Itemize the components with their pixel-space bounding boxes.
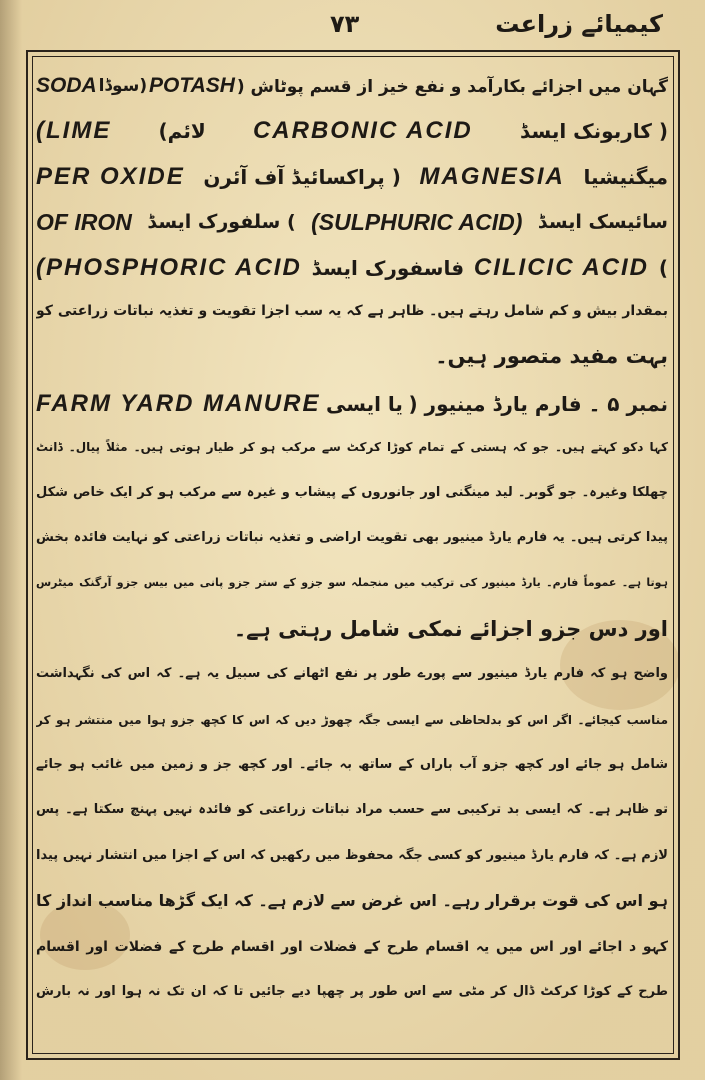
latin-term: (PHOSPHORIC ACID [36, 253, 302, 281]
latin-term: OF IRON [36, 208, 132, 235]
urdu-phrase: یا ایسی [325, 391, 403, 416]
book-spine-shadow [0, 0, 22, 1080]
text-line: ہو اس کی قوت برقرار رہے۔ اس غرض سے لازم ہے۔ کہ ایک گڑھا مناسب انداز کا [36, 891, 668, 911]
text-line: واضح ہو کہ فارم یارڈ مینیور سے پورے طور پر نفع اٹھانے کی سبیل یہ ہے۔ کہ اس کی نگہداشت [36, 666, 668, 682]
text-line: شامل ہو جائے اور کچھ جزو آب باراں کے ساتھ بہ جائے۔ اور کچھ جز و زمین میں غائب ہو جائے [36, 757, 668, 772]
page-header [30, 8, 675, 46]
latin-term: (SULPHURIC ACID) [311, 208, 523, 235]
text-line: بہت مفید متصور ہیں۔ [435, 344, 668, 369]
latin-term: PER OXIDE [36, 162, 185, 190]
urdu-phrase: لائم) [158, 119, 206, 144]
urdu-phrase: ) سلفورک ایسڈ [147, 211, 296, 234]
latin-term: (LIME [36, 117, 112, 145]
text-line: چھلکا وغیرہ۔ جو گوبر۔ لید مینگنی اور جانوروں کے پیشاب و غیرہ سے مرکب ہو کر ایک خاص شکل [36, 484, 668, 500]
urdu-phrase: (سوڈا [98, 76, 148, 96]
text-line-mixed [36, 382, 668, 426]
text-line: تو ظاہر ہے۔ کہ ایسی بد ترکیبی سے حسب مراد نباتات زراعتی کو فائدہ نہیں پہنچ سکتا ہے۔ پس [36, 802, 668, 818]
latin-term: CILICIC ACID [473, 253, 649, 281]
urdu-phrase: سائیسک ایسڈ [537, 211, 668, 234]
text-line-mixed [36, 200, 668, 244]
text-line: ہوتا ہے۔ عموماً فارم۔ یارڈ مینیور کی ترکیب میں منجملہ سو جزو کے ستر جزو پانی میں بیس جزو آرگنک میٹرس [36, 576, 668, 590]
urdu-phrase: گہان میں اجزائے بکارآمد و نفع خیز از قسم پوٹاش ( [236, 76, 668, 97]
latin-term: MAGNESIA [419, 162, 565, 190]
latin-term: FARM YARD MANURE [36, 389, 321, 417]
text-line: لازم ہے۔ کہ فارم یارڈ مینیور کو کسی جگہ محفوظ میں رکھیں کہ اس کے اجزا میں انتشار نہیں پیدا [36, 847, 668, 863]
running-title: کیمیائے زراعت [495, 10, 663, 38]
text-line-mixed [36, 64, 668, 108]
text-line: کہو د اجائے اور اس میں یہ اقسام طرح کے فضلات اور اقسام طرح کے فضلات اور اقسام [36, 938, 668, 955]
urdu-phrase: فاسفورک ایسڈ [311, 255, 465, 280]
text-line: اور دس جزو اجزائے نمکی شامل رہتی ہے۔ [233, 616, 668, 641]
text-line-mixed [36, 155, 668, 199]
text-line: طرح کے کوڑا کرکٹ ڈال کر مٹی سے اس طور پر چھپا دیے جائیں تا کہ ان تک نہ ہوا اور نہ بارش [36, 984, 668, 999]
page-number: ۷۳ [330, 10, 360, 38]
latin-term: CARBONIC ACID [252, 117, 473, 145]
latin-term: POTASH [149, 74, 235, 97]
text-line-mixed [36, 246, 668, 290]
urdu-phrase: نمبر ۵ ۔ فارم یارڈ مینیور ( [408, 391, 668, 416]
urdu-phrase: ( پراکسائیڈ آف آئرن [203, 164, 401, 189]
text-line: پیدا کرتی ہیں۔ یہ فارم یارڈ مینیور بھی تقویت اراضی و تغذیہ نباتات زراعتی کو نہایت فائدہ بخش [36, 530, 668, 545]
urdu-phrase: ( کاربونک ایسڈ [519, 119, 668, 144]
text-line: مناسب کیجائے۔ اگر اس کو بدلحاظی سے ایسی جگہ چھوڑ دیں کہ اس کا کچھ جزو ہوا میں منتشر ہو کر [36, 712, 668, 727]
latin-term: SODA [36, 74, 97, 97]
text-line: بمقدار بیش و کم شامل رہتے ہیں۔ ظاہر ہے کہ یہ سب اجزا تقویت و تغذیہ نباتات زراعتی کو [36, 303, 668, 319]
text-line: کہا دکو کہتے ہیں۔ جو کہ ہستی کے تمام کوڑا کرکٹ سے مرکب ہو کر طیار ہوتی ہیں۔ مثلاً پیال۔ ڈانٹ [36, 440, 668, 455]
urdu-phrase: میگنیشیا [583, 164, 668, 189]
urdu-phrase: ) [658, 255, 668, 280]
text-line-mixed [36, 109, 668, 153]
